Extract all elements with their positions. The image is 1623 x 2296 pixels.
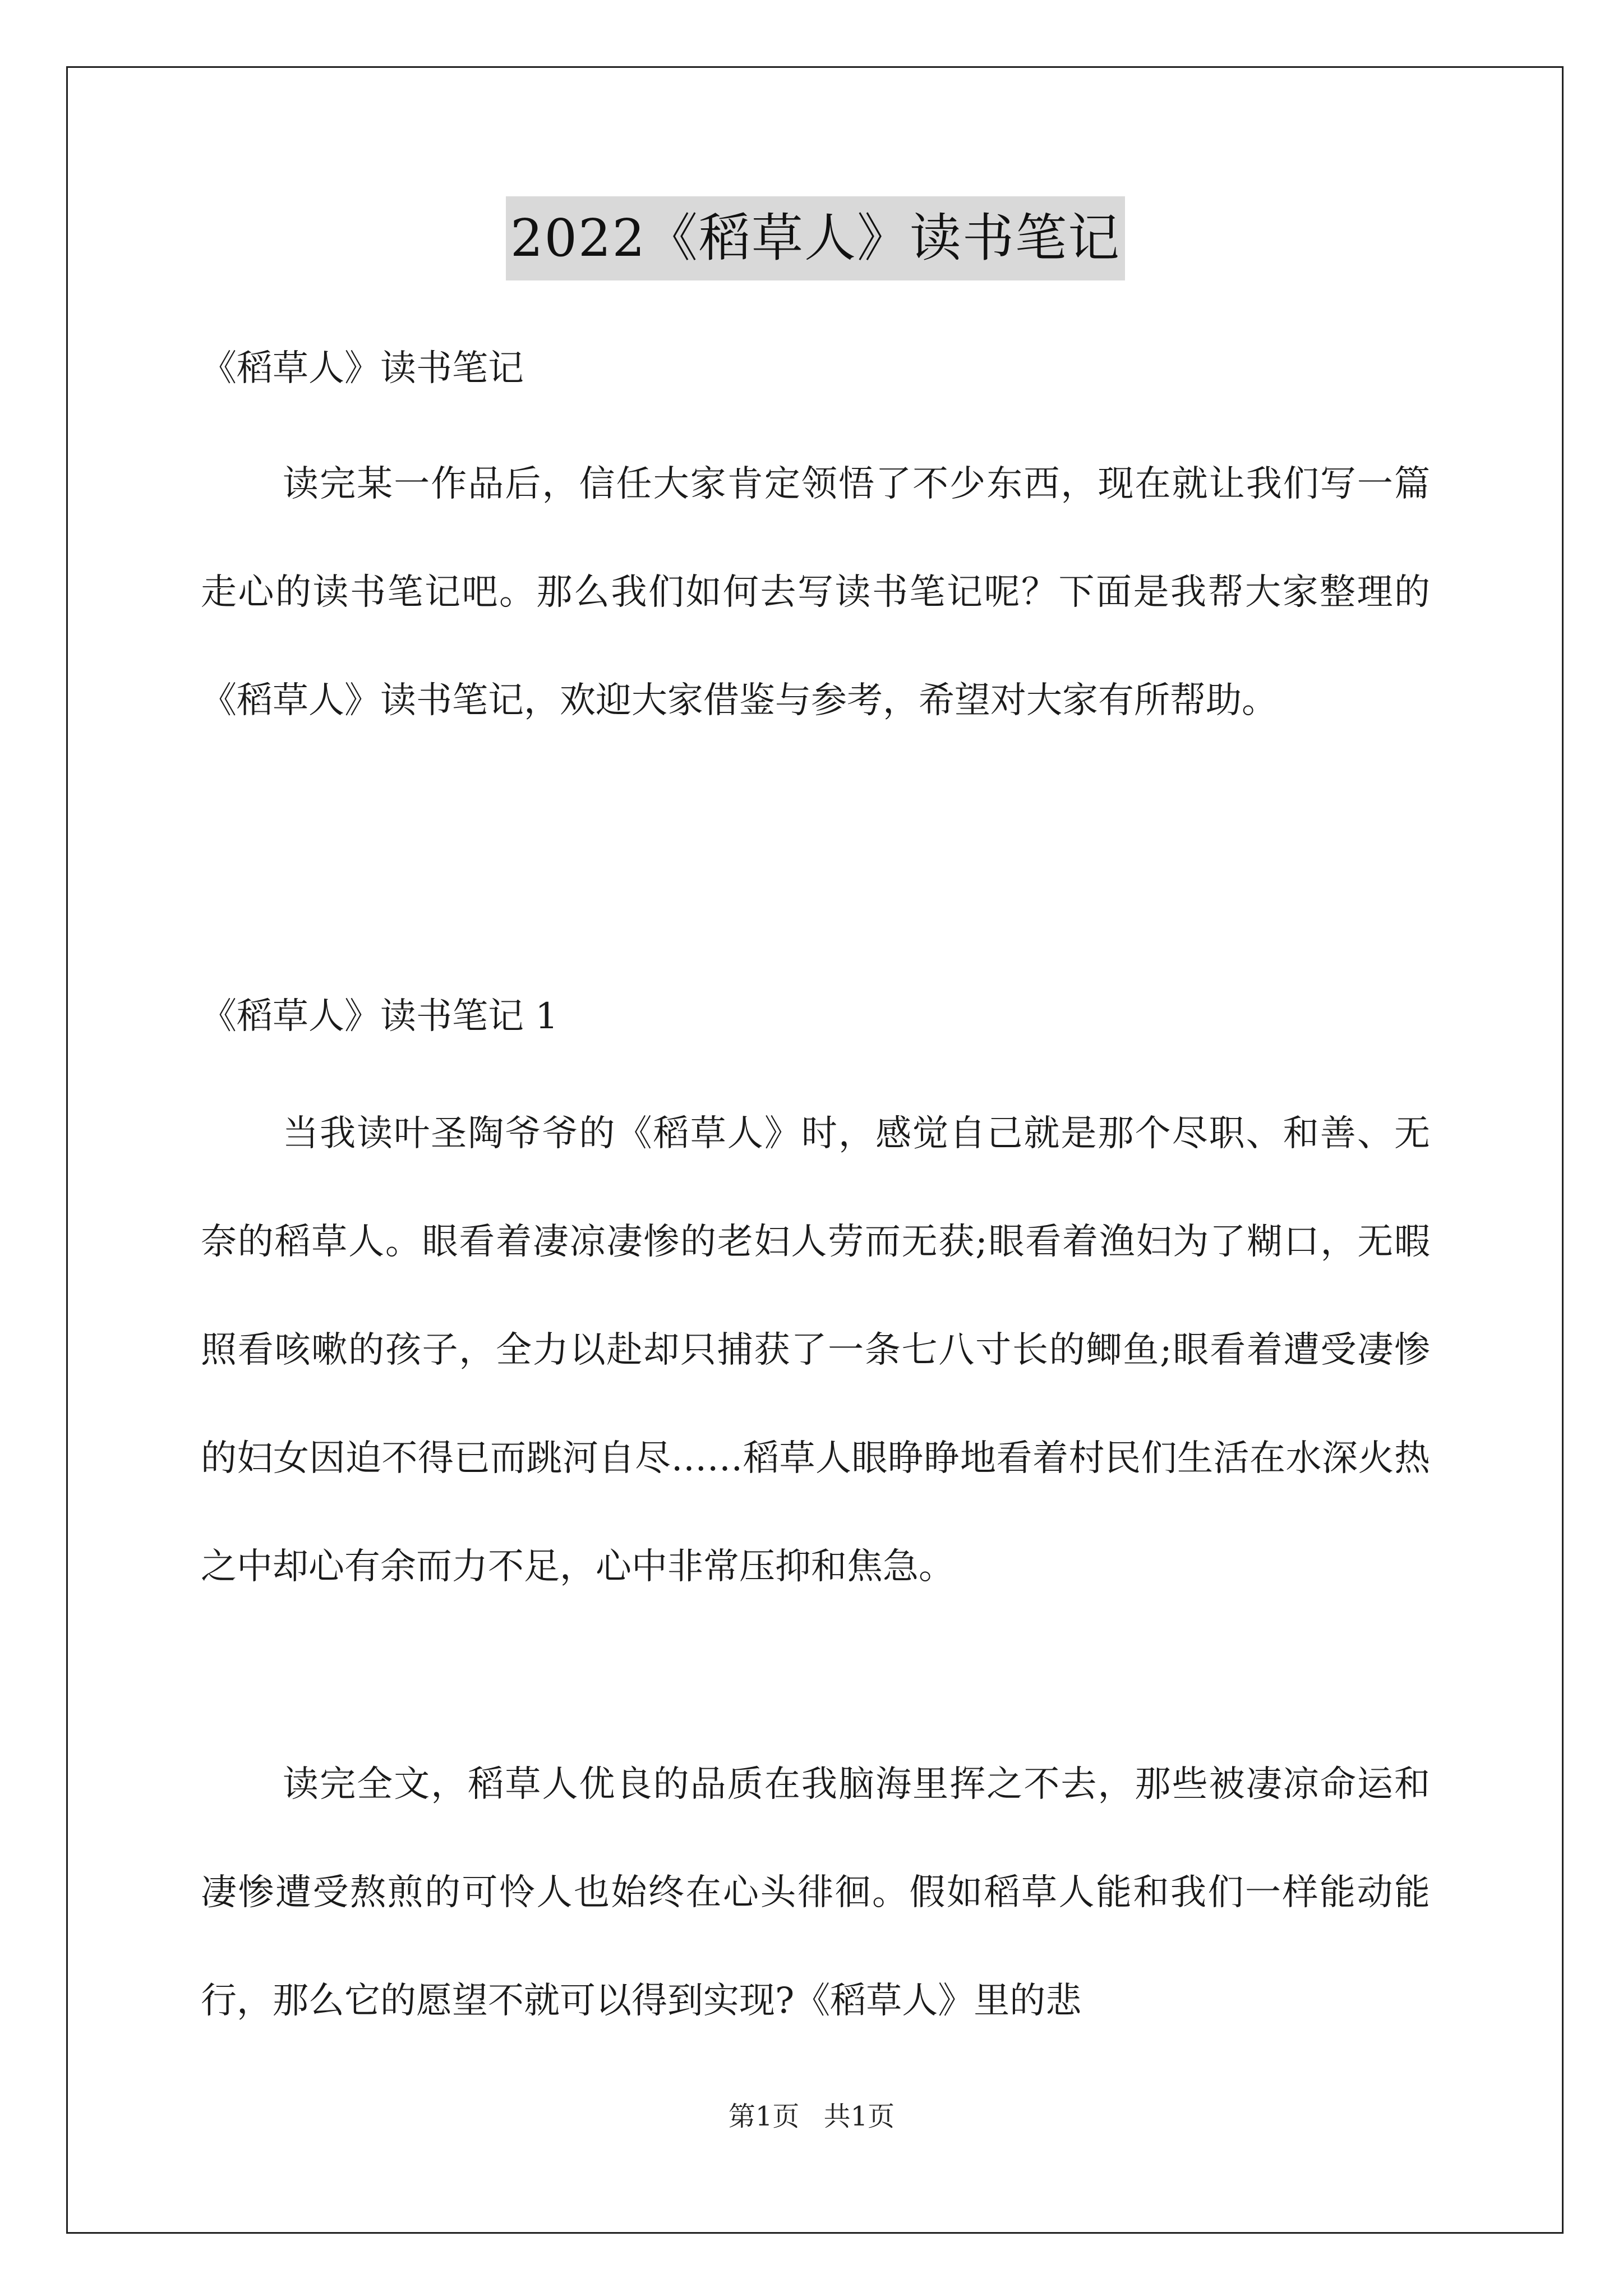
- page-footer: [0, 2097, 1623, 2136]
- intro-paragraph: 读完某一作品后，信任大家肯定领悟了不少东西，现在就让我们写一篇走心的读书笔记吧。那么我们如何去写读书笔记呢？下面是我帮大家整理的《稻草人》读书笔记，欢迎大家借鉴与参考，希望对大家有所帮助。: [201, 463, 1430, 721]
- body-paragraph-2: 读完全文，稻草人优良的品质在我脑海里挥之不去，那些被凄凉命运和凄惨遭受熬煎的可怜人也始终在心头徘徊。假如稻草人能和我们一样能动能行，那么它的愿望不就可以得到实现?《稻草人》里的悲: [201, 1764, 1430, 2022]
- section-heading: 《稻草人》读书笔记 1: [201, 996, 559, 1037]
- subtitle: 《稻草人》读书笔记: [201, 348, 524, 389]
- title-container: [201, 196, 1430, 280]
- document-title: 2022《稻草人》读书笔记: [506, 196, 1125, 280]
- page-total: 共1页: [823, 2101, 895, 2132]
- body-paragraph-1: 当我读叶圣陶爷爷的《稻草人》时，感觉自己就是那个尽职、和善、无奈的稻草人。眼看着凄凉凄惨的老妇人劳而无获;眼看着渔妇为了糊口，无暇照看咳嗽的孩子，全力以赴却只捕获了一条七八寸长的鲫鱼;眼看着遭受凄惨的妇女因迫不得已而跳河自尽……稻草人眼睁睁地看着村民们生活在水深火热之中却心有余而力不足，心中非常压抑和焦急。: [201, 1113, 1430, 1588]
- page-number: 第1页: [728, 2101, 800, 2132]
